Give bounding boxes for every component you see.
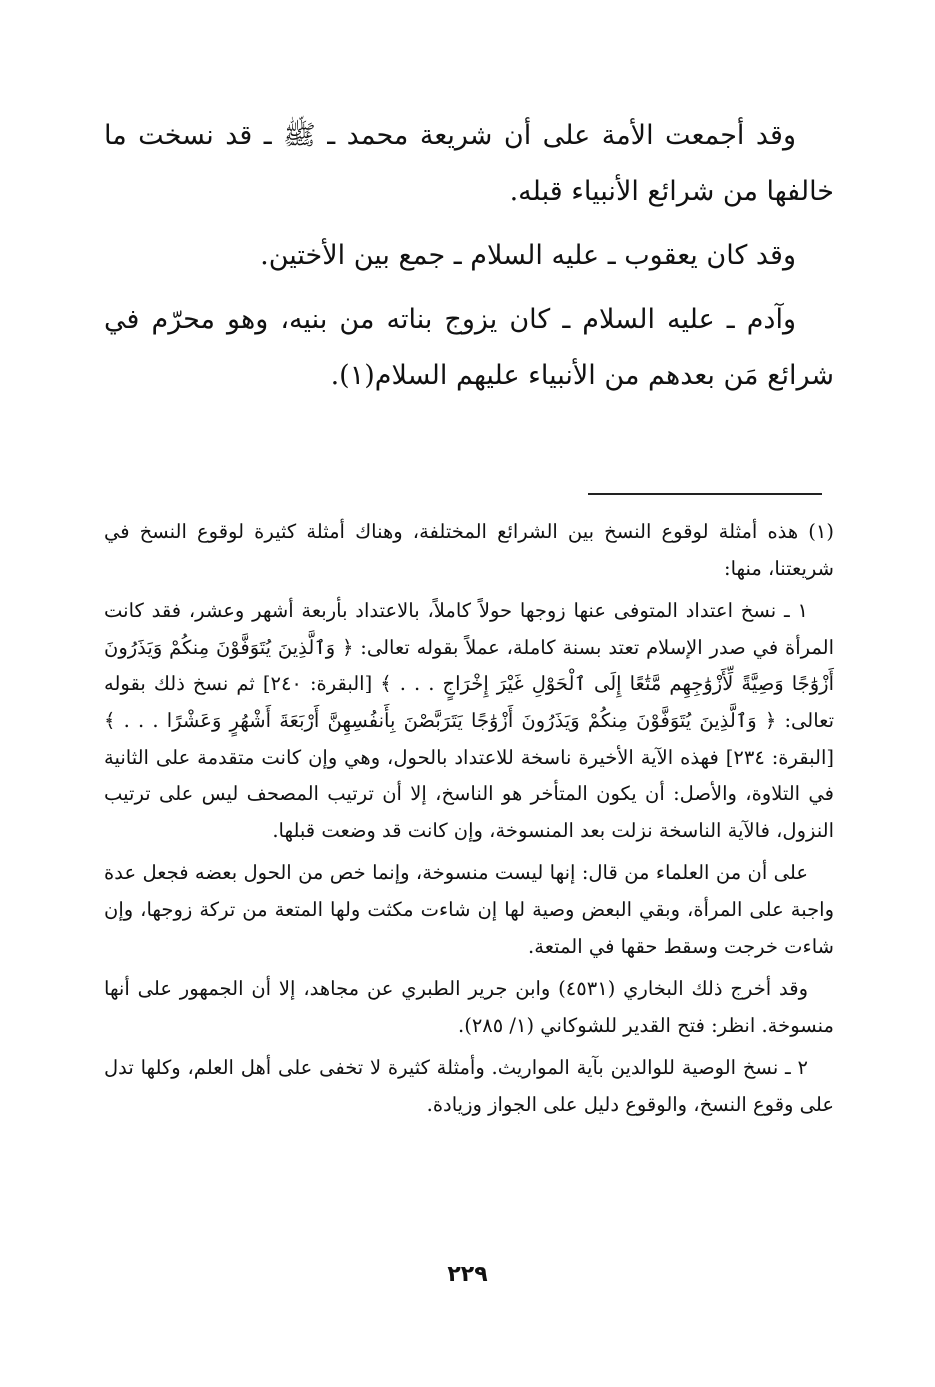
footnote-separator [588,493,822,495]
main-paragraph-3: وآدم ـ عليه السلام ـ كان يزوج بناته من بنيه، وهو محرّم في شرائع مَن بعدهم من الأنبياء عليهم السلام(١). [104,304,834,391]
footnote-intro: (١) هذه أمثلة لوقوع النسخ بين الشرائع المختلفة، وهناك أمثلة كثيرة لوقوع النسخ في شريعتنا، منها: [104,520,834,580]
footnote-objection: على أن من العلماء من قال: إنها ليست منسوخة، وإنما خص من الحول بعضه فجعل عدة واجبة على المرأة، وبقي البعض وصية لها إن شاءت مكثت ولها المتعة من تركة زوجها، وإن شاءت خرجت وسقط حقها في المتعة. [104,861,834,958]
main-paragraph-2: وقد كان يعقوب ـ عليه السلام ـ جمع بين الأختين. [260,240,796,271]
page-number: ٢٢٩ [447,1262,488,1287]
footnote-example-2: ٢ ـ نسخ الوصية للوالدين بآية المواريث. وأمثلة كثيرة لا تخفى على أهل العلم، وكلها تدل على وقوع النسخ، والوقوع دليل على الجواز وزيادة. [104,1056,834,1116]
footnotes [104,514,834,1130]
main-paragraph-1: وقد أجمعت الأمة على أن شريعة محمد ـ ﷺ ـ قد نسخت ما خالفها من شرائع الأنبياء قبله. [104,120,834,207]
footnote-example-1: ١ ـ نسخ اعتداد المتوفى عنها زوجها حولاً كاملاً، بالاعتداد بأربعة أشهر وعشر، فقد كانت المرأة في صدر الإسلام تعتد بسنة كاملة، عملاً بقوله تعالى: ﴿ وَٱلَّذِينَ يُتَوَفَّوْنَ مِنكُمْ وَيَذَرُونَ أَزْوَٰجًا وَصِيَّةً لِّأَزْوَٰجِهِم مَّتَٰعًا إِلَى ٱلْحَوْلِ غَيْرَ إِخْرَاجٍ . . . ﴾ [البقرة: ٢٤٠] ثم نسخ ذلك بقوله تعالى: ﴿ وَٱلَّذِينَ يُتَوَفَّوْنَ مِنكُمْ وَيَذَرُونَ أَزْوَٰجًا يَتَرَبَّصْنَ بِأَنفُسِهِنَّ أَرْبَعَةَ أَشْهُرٍ وَعَشْرًا . . . ﴾ [البقرة: ٢٣٤] فهذه الآية الأخيرة ناسخة للاعتداد بالحول، وهي وإن كانت متقدمة على الثانية في التلاوة، والأصل: أن يكون المتأخر هو الناسخ، إلا أن ترتيب المصحف ليس على ترتيب النزول، فالآية الناسخة نزلت بعد المنسوخة، وإن كانت قد وضعت قبلها. [104,599,834,842]
main-text [104,108,834,412]
footnote-reference: وقد أخرج ذلك البخاري (٤٥٣١) وابن جرير الطبري عن مجاهد، إلا أن الجمهور على أنها منسوخة. انظر: فتح القدير للشوكاني (١/ ٢٨٥). [104,977,834,1037]
